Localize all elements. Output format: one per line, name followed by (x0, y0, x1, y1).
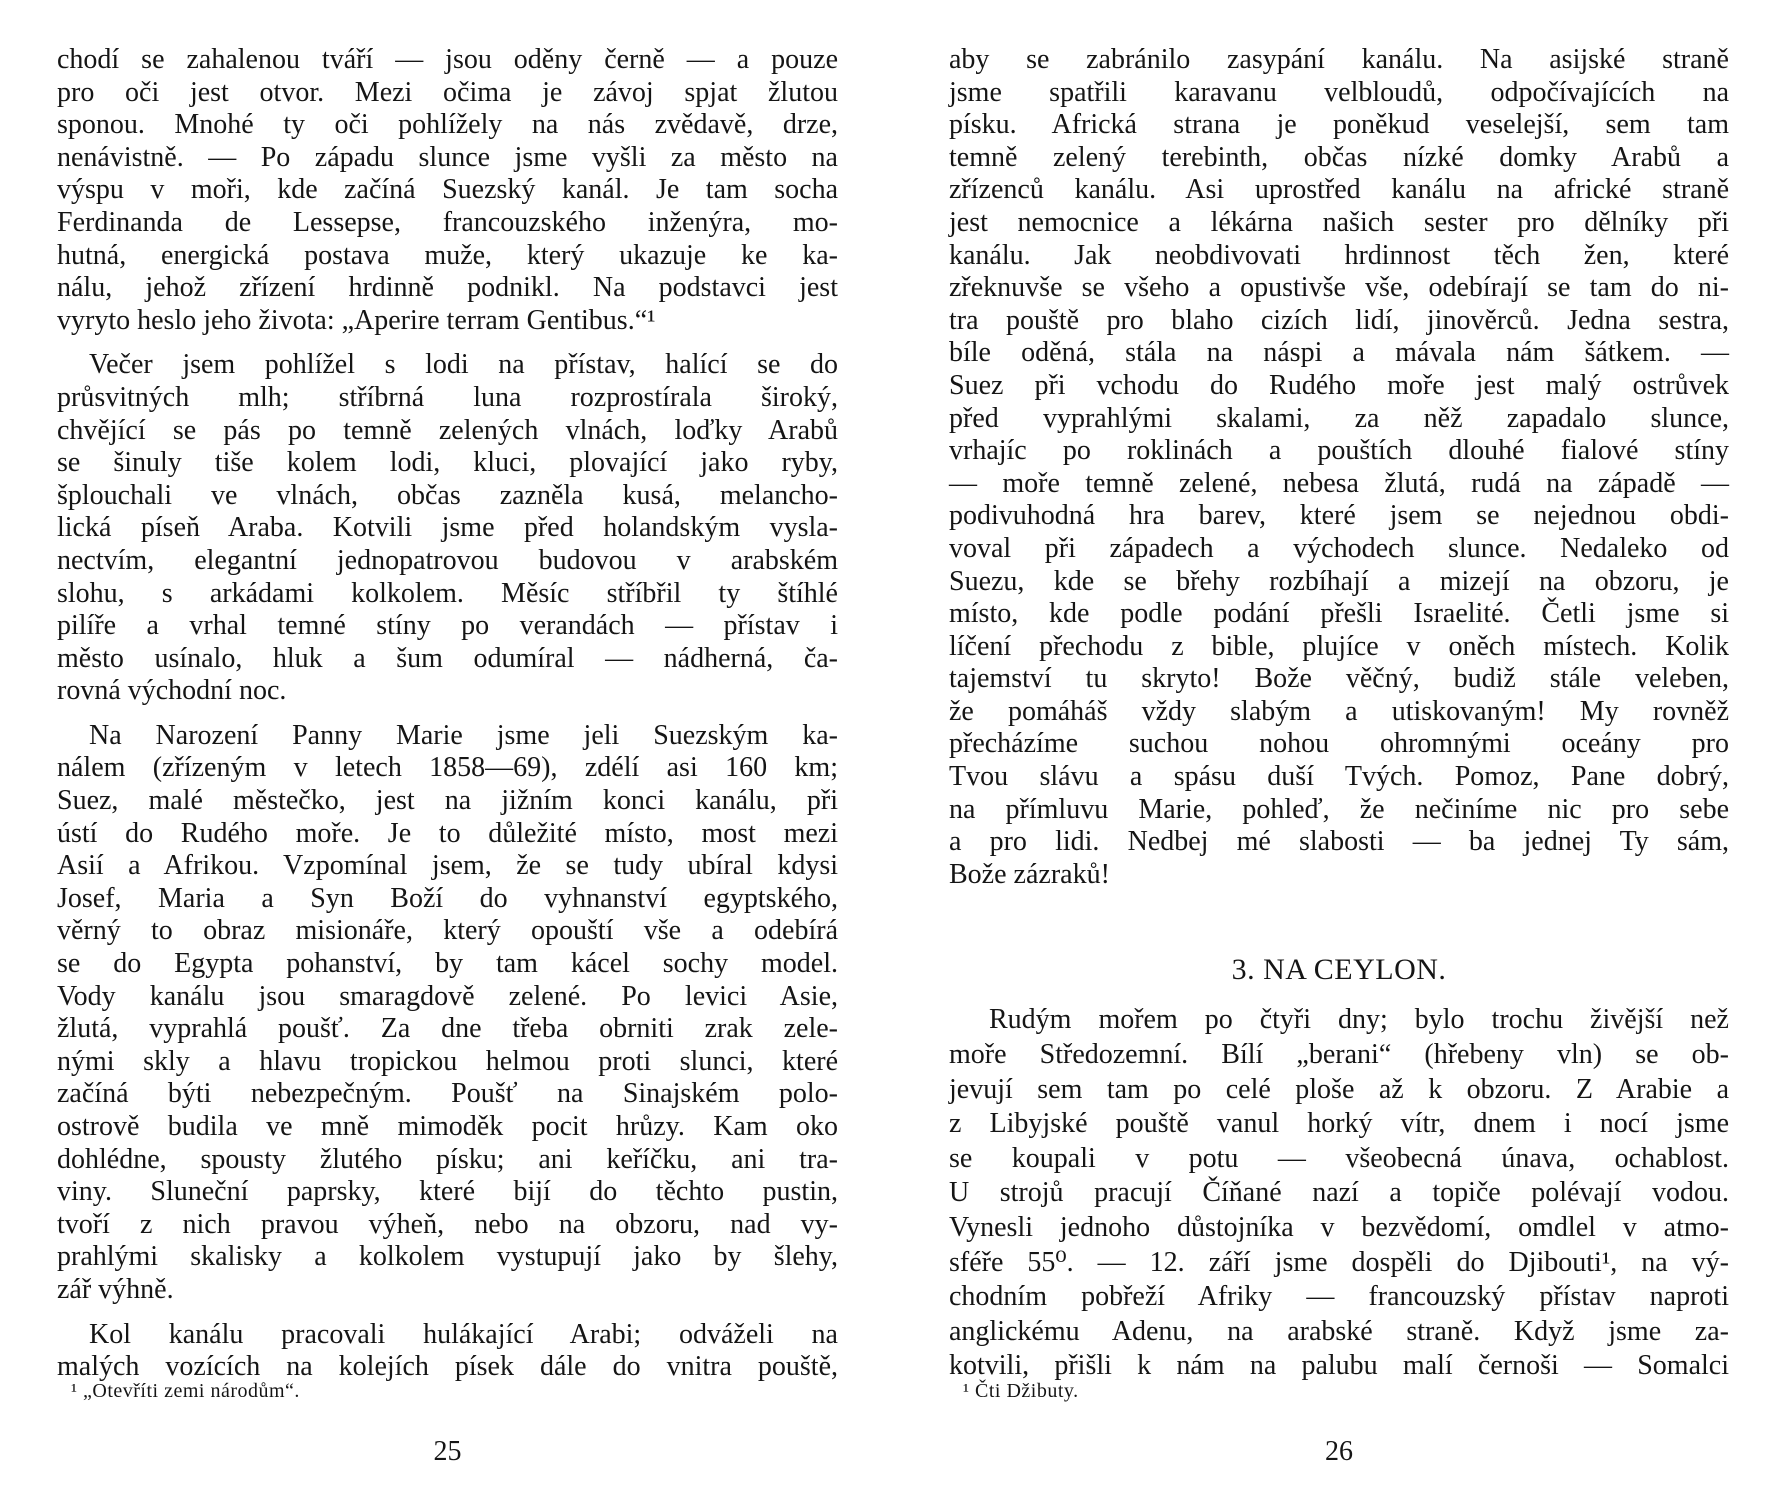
text-line: kanálu. Jak neobdivovati hrdinnost těch žen, které (949, 239, 1729, 271)
paragraph (949, 1003, 1729, 1384)
text-line: Tvou slávu a spásu duší Tvých. Pomoz, Pane dobrý, (949, 761, 1729, 793)
text-line: jevují sem tam po celé ploše až k obzoru. Z Arabie a (949, 1073, 1729, 1105)
text-line: pro oči jest otvor. Mezi očima je závoj spjat žlutou (57, 76, 838, 108)
page-number: 25 (433, 1436, 462, 1467)
text-line: nectvím, elegantní jednopatrovou budovou v arabském (57, 544, 838, 576)
footnote: ¹ „Otevříti zemi národům“. (71, 1380, 300, 1402)
text-line: Josef, Maria a Syn Boží do vyhnanství egyptského, (57, 882, 838, 914)
text-line: Na Narození Panny Marie jsme jeli Suezským ka- (89, 719, 838, 751)
text-line: lická píseň Araba. Kotvili jsme před holandským vysla- (57, 512, 838, 544)
paragraph (57, 720, 838, 1307)
text-line: slohu, s arkádami kolkolem. Měsíc stříbřil ty štíhlé (57, 577, 838, 609)
text-line: se do Egypta pohanství, by tam kácel sochy model. (57, 948, 838, 980)
text-line: chodí se zahalenou tváří — jsou oděny černě — a pouze (57, 44, 838, 75)
text-line: vrhajíc po roklinách a pouštích dlouhé fialové stíny (949, 435, 1729, 467)
body-text (949, 44, 1729, 1384)
text-line: nálem (zřízeným v letech 1858—69), zdélí asi 160 km; (57, 752, 838, 784)
paragraph (949, 44, 1729, 891)
paragraph (57, 349, 838, 708)
text-line: šplouchali ve vlnách, občas zazněla kusá, melancho- (57, 479, 838, 511)
text-line: věrný to obraz misionáře, který opouští vše a odebírá (57, 915, 838, 947)
text-line: rovná východní noc. (57, 675, 287, 707)
text-line: voval při západech a východech slunce. Nedaleko od (949, 532, 1729, 564)
text-line: žlutá, vyprahlá poušť. Za dne třeba obrniti zrak zele- (57, 1013, 838, 1045)
text-line: Ferdinanda de Lessepse, francouzského inženýra, mo- (57, 206, 838, 238)
text-line: místo, kde podle podání přešli Israelité. Četli jsme si (949, 598, 1729, 630)
text-line: jsme spatřili karavanu velbloudů, odpočívajících na (949, 76, 1729, 108)
text-line: z Libyjské pouště vanul horký vítr, dnem i nocí jsme (949, 1108, 1729, 1140)
text-line: na přímluvu Marie, pohleď, že nečiníme nic pro sebe (949, 793, 1729, 825)
text-line: Suez, malé městečko, jest na jižním konci kanálu, při (57, 785, 838, 817)
text-line: bíle oděná, stála na náspi a mávala nám šátkem. — (949, 337, 1729, 369)
text-line: průsvitných mlh; stříbrná luna rozprostírala široký, (57, 381, 838, 413)
text-line: kotvili, přišli k nám na palubu malí černoši — Somalci (949, 1350, 1729, 1382)
text-line: anglickému Adenu, na arabské straně. Když jsme za- (949, 1315, 1729, 1347)
text-line: jest nemocnice a lékárna našich sester pro dělníky při (949, 206, 1729, 238)
text-line: město usínalo, hluk a šum odumíral — nádherná, ča- (57, 642, 838, 674)
text-line: Suezu, kde se břehy rozbíhají a mizejí na obzoru, je (949, 565, 1729, 597)
text-line: začíná býti nebezpečným. Poušť na Sinajském polo- (57, 1078, 838, 1110)
text-line: nými skly a hlavu tropickou helmou proti slunci, které (57, 1045, 838, 1077)
text-line: prahlými skalisky a kolkolem vystupují jako by šlehy, (57, 1241, 838, 1273)
text-line: Suez při vchodu do Rudého moře jest malý ostrůvek (949, 369, 1729, 401)
text-line: U strojů pracují Číňané nazí a topiče polévají vodou. (949, 1177, 1729, 1209)
text-line: malých vozících na kolejích písek dále do vnitra pouště, (57, 1351, 838, 1383)
text-line: Rudým mořem po čtyři dny; bylo trochu živější než (989, 1004, 1729, 1036)
text-line: se koupali v potu — všeobecná únava, ochablost. (949, 1142, 1729, 1174)
text-line: Kol kanálu pracovali hulákající Arabi; odváželi na (89, 1318, 838, 1350)
text-line: výspu v moři, kde začíná Suezský kanál. Je tam socha (57, 174, 838, 206)
footnote: ¹ Čti Džibuty. (963, 1380, 1079, 1402)
text-line: líčení přechodu z bible, plujíce v oněch místech. Kolik (949, 630, 1729, 662)
text-line: vyryto heslo jeho života: „Aperire terram Gentibus.“¹ (57, 304, 656, 336)
text-line: viny. Sluneční paprsky, které bijí do těchto pustin, (57, 1176, 838, 1208)
text-line: před vyprahlými skalami, za něž zapadalo slunce, (949, 402, 1729, 434)
text-line: ústí do Rudého moře. Je to důležité místo, most mezi (57, 817, 838, 849)
paragraph (57, 1319, 838, 1384)
text-line: zář výhně. (57, 1273, 174, 1305)
text-line: Večer jsem pohlížel s lodi na přístav, halící se do (89, 349, 838, 381)
text-line: přecházíme suchou nohou ohromnými oceány pro (949, 728, 1729, 760)
text-line: písku. Africká strana je poněkud veselejší, sem tam (949, 109, 1729, 141)
chapter-start-text (949, 1003, 1729, 1384)
text-line: sféře 55⁰. — 12. září jsme dospěli do Djibouti¹, na vý- (949, 1246, 1729, 1278)
text-line: nálu, jehož zřízení hrdinně podnikl. Na podstavci jest (57, 272, 838, 304)
text-line: moře Středozemní. Bílí „berani“ (hřebeny vln) se ob- (949, 1039, 1729, 1071)
text-line: aby se zabránilo zasypání kanálu. Na asijské straně (949, 44, 1729, 75)
page-number: 26 (1325, 1436, 1353, 1467)
chapter-end-text (949, 44, 1729, 891)
text-line: dohlédne, spousty žlutého písku; ani keříčku, ani tra- (57, 1143, 838, 1175)
text-line: hutná, energická postava muže, který ukazuje ke ka- (57, 239, 838, 271)
text-line: tra pouště pro blaho cizích lidí, jinověrců. Jedna sestra, (949, 304, 1729, 336)
chapter-heading: 3. NA CEYLON. (1231, 953, 1447, 987)
text-line: Vody kanálu jsou smaragdově zelené. Po levici Asie, (57, 980, 838, 1012)
text-line: že pomáháš vždy slabým a utiskovaným! My rovněž (949, 695, 1729, 727)
text-line: ostrově budila ve mně mimoděk pocit hrůzy. Kam oko (57, 1111, 838, 1142)
text-line: Vynesli jednoho důstojníka v bezvědomí, omdlel v atmo- (949, 1212, 1729, 1243)
text-line: — moře temně zelené, nebesa žlutá, rudá na západě — (949, 467, 1729, 499)
right-page (949, 0, 1729, 1500)
text-line: sponou. Mnohé ty oči pohlížely na nás zvědavě, drze, (57, 109, 838, 141)
text-line: Bože zázraků! (949, 858, 1110, 890)
text-line: tajemství tu skryto! Bože věčný, budiž stále veleben, (949, 663, 1729, 695)
paragraph (57, 44, 838, 337)
text-line: nenávistně. — Po západu slunce jsme vyšli za město na (57, 141, 838, 173)
text-line: chvějící se pás po temně zelených vlnách, loďky Arabů (57, 414, 838, 446)
text-line: a pro lidi. Nedbej mé slabosti — ba jednej Ty sám, (949, 826, 1729, 858)
text-line: chodním pobřeží Afriky — francouzský přístav naproti (949, 1281, 1729, 1313)
text-line: podivuhodná hra barev, které jsem se nejednou obdi- (949, 500, 1729, 532)
text-line: tvoří z nich pravou výheň, nebo na obzoru, nad vy- (57, 1208, 838, 1240)
left-page (57, 0, 838, 1500)
text-line: pilíře a vrhal temné stíny po verandách — přístav i (57, 610, 838, 642)
text-line: temně zelený terebinth, občas nízké domky Arabů a (949, 141, 1729, 173)
body-text (57, 44, 838, 1384)
text-line: Asií a Afrikou. Vzpomínal jsem, že se tudy ubíral kdysi (57, 850, 838, 882)
text-line: se šinuly tiše kolem lodi, kluci, plovající jako ryby, (57, 447, 838, 479)
text-line: zřeknuvše se všeho a opustivše vše, odebírají se tam do ni- (949, 272, 1729, 304)
text-line: zřízenců kanálu. Asi uprostřed kanálu na africké straně (949, 174, 1729, 206)
